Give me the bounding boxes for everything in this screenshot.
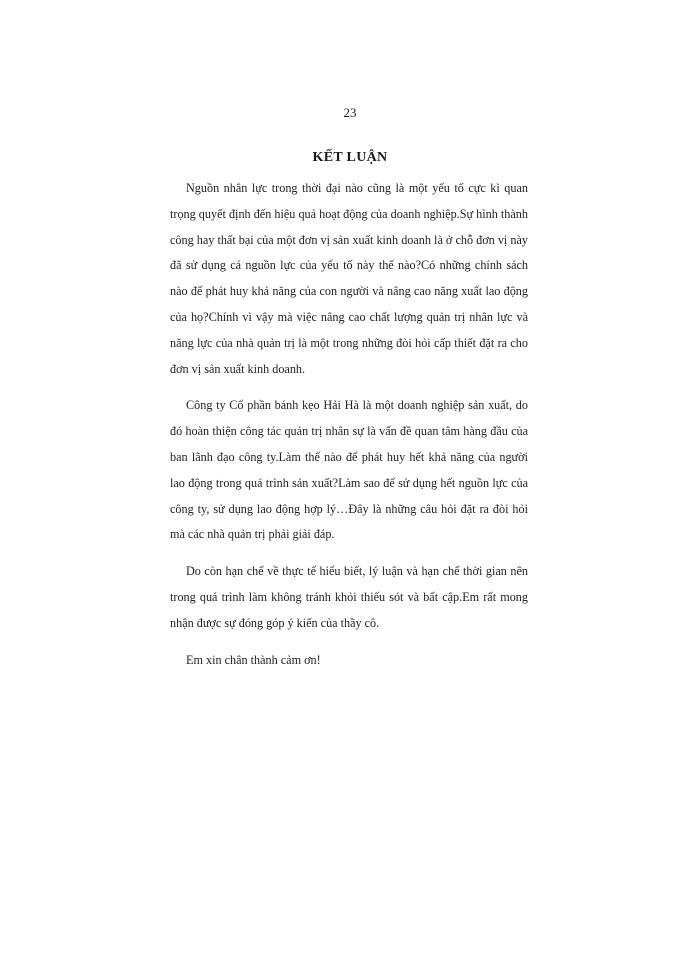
body-text bbox=[170, 176, 528, 684]
closing-line: Em xin chân thành cảm ơn! bbox=[186, 652, 321, 667]
paragraph-2: Công ty Cổ phần bánh kẹo Hải Hà là một doanh nghiệp sản xuất, do đó hoàn thiện công tác quản trị nhân sự là vấn đề quan tâm hàng đầu của ban lãnh đạo công ty.Làm thế nào để phát huy hết khả năng của người lao động trong quá trình sản xuất?Làm sao để sử dụng hết nguồn lực của công ty, sử dụng lao động hợp lý…Đây là những câu hỏi đặt ra đòi hỏi mà các nhà quản trị phải giải đáp. bbox=[170, 398, 528, 542]
paragraph-1: Nguồn nhân lực trong thời đại nào cũng là một yếu tố cực kì quan trọng quyết định đến hiệu quả hoạt động của doanh nghiệp.Sự hình thành công hay thất bại của một đơn vị sản xuất kinh doanh là ở chỗ đơn vị này đã sử dụng cá nguồn lực của yếu tố này thế nào?Có những chính sách nào để phát huy khả năng của con người và nâng cao năng xuất lao động của họ?Chính vì vậy mà việc nâng cao chất lượng quản trị nhân lực và năng lực của nhà quản trị là một trong những đòi hỏi cấp thiết đặt ra cho đơn vị sản xuất kinh doanh. bbox=[170, 181, 528, 376]
page-number: 23 bbox=[343, 105, 357, 120]
paragraph-3: Do còn hạn chế về thực tế hiểu biết, lý luận và hạn chế thời gian nên trong quá trình làm không tránh khỏi thiếu sót và bất cập.Em rất mong nhận được sự đóng góp ý kiến của thầy cô. bbox=[170, 564, 528, 630]
page-title: KẾT LUẬN bbox=[312, 150, 388, 165]
